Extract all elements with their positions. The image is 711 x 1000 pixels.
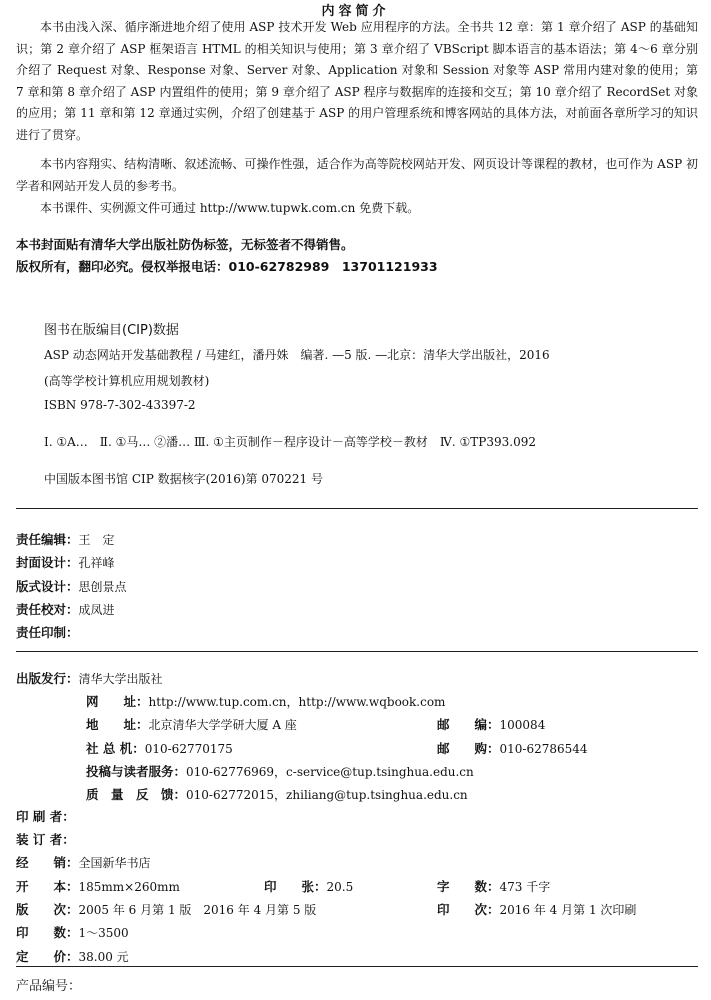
staff-row — [16, 576, 127, 595]
words-label: 字 数： — [437, 879, 500, 894]
cip-line: Ⅰ. ①A… Ⅱ. ①马… ②潘… Ⅲ. ①主页制作－程序设计－高等学校－教材 Ⅳ. ①TP393.092 — [44, 435, 537, 449]
print-run-value: 1～3500 — [78, 926, 129, 940]
feedback-label: 质 量 反 馈： — [86, 787, 187, 802]
switchboard-value: 010-62770175 — [144, 742, 233, 756]
address-value: 北京清华大学学研大厦 A 座 — [148, 718, 297, 732]
staff-label: 版式设计： — [16, 579, 79, 594]
print-run-label: 印 数： — [16, 925, 79, 940]
postcode-row — [437, 714, 545, 733]
distributor-label: 经 销： — [16, 855, 79, 870]
postcode-label: 邮 编： — [437, 717, 500, 732]
switchboard-label: 社 总 机： — [86, 741, 145, 756]
staff-row — [16, 552, 115, 571]
product-number-label: 产品编号： — [16, 979, 82, 994]
summary-title: 内容简介 — [321, 4, 390, 19]
website-label: 网 址： — [86, 694, 149, 709]
cip-line: ASP 动态网站开发基础教程 / 马建红，潘丹姝 编著. —5 版. —北京：清华大学出版社，2016 — [44, 348, 550, 362]
staff-row — [16, 599, 115, 618]
staff-value: 王 定 — [78, 533, 115, 547]
words-value: 473 千字 — [499, 880, 551, 894]
edition-value: 2005 年 6 月第 1 版 2016 年 4 月第 5 版 — [78, 903, 317, 917]
cip-line: (高等学校计算机应用规划教材) — [44, 374, 210, 388]
publisher-row — [16, 668, 163, 687]
format-row — [16, 876, 180, 895]
address-label: 地 址： — [86, 717, 149, 732]
feedback-value: 010-62772015，zhiliang@tup.tsinghua.edu.cn — [186, 788, 468, 802]
price-value: 38.00 元 — [78, 950, 129, 964]
staff-label: 责任校对： — [16, 602, 79, 617]
impression-value: 2016 年 4 月第 1 次印刷 — [499, 903, 637, 917]
anti-counterfeit-notice: 本书封面贴有清华大学出版社防伪标签，无标签者不得销售。 — [16, 237, 354, 252]
publisher-label: 出版发行： — [16, 671, 79, 686]
staff-label: 责任编辑： — [16, 532, 79, 547]
copyright-notice: 版权所有，翻印必究。侵权举报电话：010-62782989 13701121933 — [16, 259, 438, 274]
mail-order-row — [437, 738, 588, 757]
edition-label: 版 次： — [16, 902, 79, 917]
summary-paragraph: 本书内容翔实、结构清晰、叙述流畅、可操作性强，适合作为高等院校网站开发、网页设计等课程的教材，也可作为 ASP 初学者和网站开发人员的参考书。 — [16, 157, 698, 193]
binder-label: 装 订 者： — [16, 832, 75, 847]
publisher-value: 清华大学出版社 — [78, 672, 163, 686]
impression-row — [437, 899, 636, 918]
website-value: http://www.tup.com.cn，http://www.wqbook.com — [148, 695, 446, 709]
sheets-label: 印 张： — [264, 879, 327, 894]
cip-line: ISBN 978-7-302-43397-2 — [44, 398, 196, 412]
staff-value: 孔祥峰 — [78, 556, 115, 570]
address-row — [86, 714, 297, 733]
staff-label: 封面设计： — [16, 555, 79, 570]
price-label: 定 价： — [16, 949, 79, 964]
print-run-row — [16, 922, 129, 941]
words-row — [437, 876, 550, 895]
mail-order-label: 邮 购： — [437, 741, 500, 756]
format-value: 185mm×260mm — [78, 880, 180, 894]
sheets-row — [264, 876, 353, 895]
staff-value: 思创景点 — [78, 580, 127, 594]
edition-row — [16, 899, 316, 918]
cip-line: 中国版本图书馆 CIP 数据核字(2016)第 070221 号 — [44, 472, 323, 486]
cip-heading: 图书在版编目(CIP)数据 — [44, 323, 179, 338]
distributor-row — [16, 852, 151, 871]
summary-paragraph: 本书课件、实例源文件可通过 http://www.tupwk.com.cn 免费下载。 — [40, 201, 420, 215]
price-row — [16, 946, 129, 965]
submission-value: 010-62776969，c-service@tup.tsinghua.edu.cn — [186, 765, 474, 779]
summary-paragraph: 本书由浅入深、循序渐进地介绍了使用 ASP 技术开发 Web 应用程序的方法。全书共 12 章：第 1 章介绍了 ASP 的基础知识；第 2 章介绍了 ASP 框架语言 HTML 的相关知识与使用；第 3 章介绍了 VBScript 脚本语言的基本语法；第 4～6 章分别介绍了 Request 对象、Response 对象、Server 对象、Application 对象和 Session 对象等 ASP 常用内建对象的使用；第 7 章和第 8 章介绍了 ASP 内置组件的使用；第 9 章介绍了 ASP 程序与数据库的连接和交互；第 10 章介绍了 RecordSet 对象的应用；第 11 章和第 12 章通过实例，介绍了创建基于 ASP 的用户管理系统和博客网站的具体方法，对前面各章所学习的知识进行了贯穿。 — [16, 20, 698, 142]
impression-label: 印 次： — [437, 902, 500, 917]
divider — [16, 966, 698, 967]
printer-label: 印 刷 者： — [16, 809, 75, 824]
website-row — [86, 691, 445, 710]
switchboard-row — [86, 738, 233, 757]
distributor-value: 全国新华书店 — [78, 856, 151, 870]
postcode-value: 100084 — [499, 718, 546, 732]
format-label: 开 本： — [16, 879, 79, 894]
submission-row — [86, 761, 474, 780]
feedback-row — [86, 784, 468, 803]
submission-label: 投稿与读者服务： — [86, 764, 187, 779]
sheets-value: 20.5 — [326, 880, 354, 894]
staff-row — [16, 529, 115, 548]
staff-value: 成凤进 — [78, 603, 115, 617]
divider — [16, 508, 698, 509]
staff-label: 责任印制： — [16, 625, 79, 640]
binder-row — [16, 829, 75, 848]
divider — [16, 651, 698, 652]
printer-row — [16, 806, 75, 825]
mail-order-value: 010-62786544 — [499, 742, 588, 756]
staff-row — [16, 622, 79, 641]
